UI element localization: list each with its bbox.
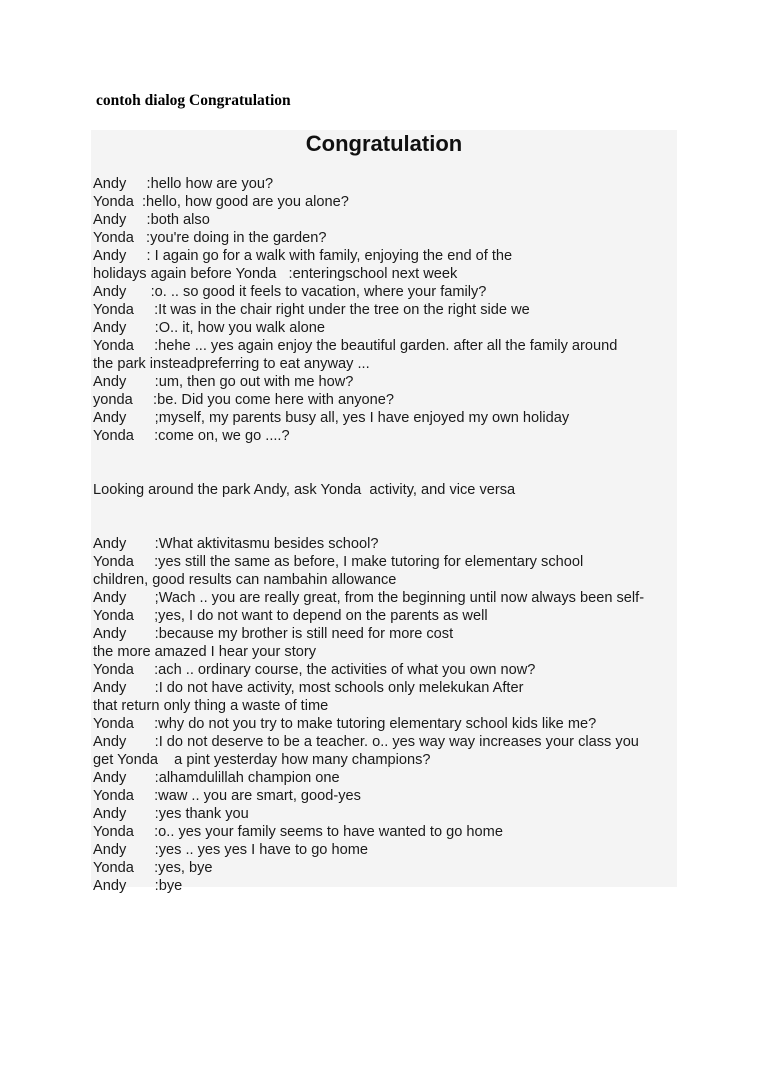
panel-title: Congratulation xyxy=(305,131,463,156)
dialog-line: yonda :be. Did you come here with anyone? xyxy=(93,392,394,408)
dialog-line: Yonda :yes still the same as before, I make tutoring for elementary school xyxy=(93,554,584,570)
dialog-line: Andy :I do not have activity, most schools only melekukan After xyxy=(93,680,524,696)
dialog-line: Yonda :why do not you try to make tutoring elementary school kids like me? xyxy=(93,716,597,732)
dialog-line: Yonda :It was in the chair right under the tree on the right side we xyxy=(93,302,530,318)
dialog-line: that return only thing a waste of time xyxy=(93,698,329,714)
dialog-line: Yonda :ach .. ordinary course, the activities of what you own now? xyxy=(93,662,536,678)
dialog-line: Yonda :waw .. you are smart, good-yes xyxy=(93,788,361,804)
dialog-line: Andy :hello how are you? xyxy=(93,176,274,192)
dialog-line: Andy ;myself, my parents busy all, yes I have enjoyed my own holiday xyxy=(93,410,570,426)
dialog-line: children, good results can nambahin allowance xyxy=(93,572,397,588)
dialog-line: Andy :I do not deserve to be a teacher. o.. yes way way increases your class you xyxy=(93,734,639,750)
dialog-line: Andy :both also xyxy=(93,212,210,228)
page-heading: contoh dialog Congratulation xyxy=(96,92,291,109)
dialog-line: Yonda :come on, we go ....? xyxy=(93,428,290,444)
dialog-line: Yonda ;yes, I do not want to depend on the parents as well xyxy=(93,608,488,624)
dialog-line: Looking around the park Andy, ask Yonda activity, and vice versa xyxy=(93,482,516,498)
dialog-line: holidays again before Yonda :enteringschool next week xyxy=(93,266,458,282)
dialog-line: Andy :bye xyxy=(93,878,183,894)
dialog-line: Andy :yes .. yes yes I have to go home xyxy=(93,842,368,858)
dialog-line: Yonda :hehe ... yes again enjoy the beautiful garden. after all the family around xyxy=(93,338,618,354)
dialog-line: Andy : I again go for a walk with family, enjoying the end of the xyxy=(93,248,513,264)
dialog-line: the more amazed I hear your story xyxy=(93,644,317,660)
dialog-line: Andy :because my brother is still need for more cost xyxy=(93,626,454,642)
dialog-line: Andy :um, then go out with me how? xyxy=(93,374,354,390)
dialog-line: Andy :o. .. so good it feels to vacation, where your family? xyxy=(93,284,487,300)
dialog-line: Andy :What aktivitasmu besides school? xyxy=(93,536,379,552)
dialog-line: Yonda :hello, how good are you alone? xyxy=(93,194,349,210)
dialog-line: the park insteadpreferring to eat anyway ... xyxy=(93,356,370,372)
dialog-line: Yonda :yes, bye xyxy=(93,860,213,876)
dialog-line: Yonda :o.. yes your family seems to have wanted to go home xyxy=(93,824,503,840)
dialog-line: Yonda :you're doing in the garden? xyxy=(93,230,327,246)
dialog-line: Andy :yes thank you xyxy=(93,806,249,822)
dialog-line: Andy ;Wach .. you are really great, from the beginning until now always been self- xyxy=(93,590,645,606)
dialog-line: get Yonda a pint yesterday how many champions? xyxy=(93,752,431,768)
dialog-line: Andy :O.. it, how you walk alone xyxy=(93,320,325,336)
dialog-line: Andy :alhamdulillah champion one xyxy=(93,770,340,786)
